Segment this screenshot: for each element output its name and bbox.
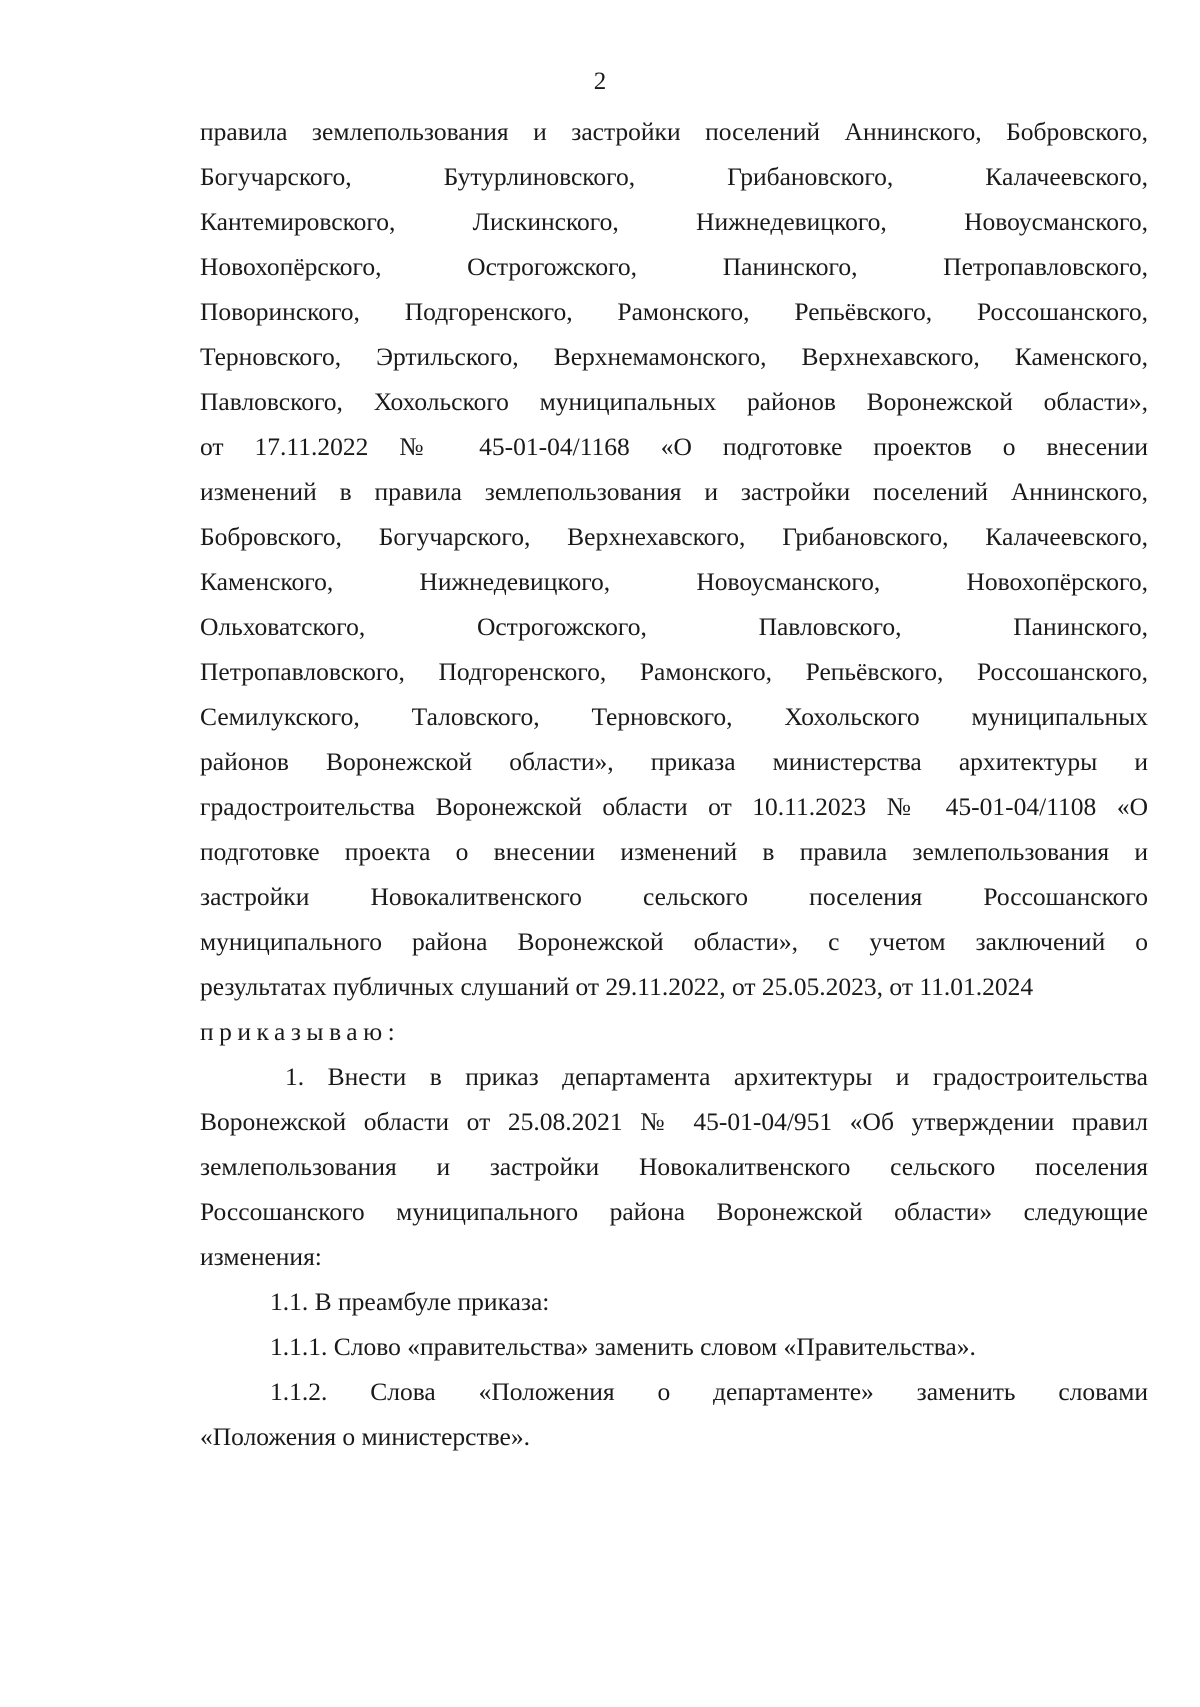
text-line: результатах публичных слушаний от 29.11.2022, от 25.05.2023, от 11.01.2024 (200, 972, 1034, 1001)
text-line: Богучарского, Бутурлиновского, Грибановского, Калачеевского, (200, 162, 1148, 191)
text-line: изменений в правила землепользования и застройки поселений Аннинского, (200, 477, 1148, 506)
text-line: Каменского, Нижнедевицкого, Новоусманского, Новохопёрского, (200, 567, 1148, 596)
text-line: землепользования и застройки Новокалитвенского сельского поселения (200, 1152, 1148, 1181)
text-line: Терновского, Эртильского, Верхнемамонского, Верхнехавского, Каменского, (200, 342, 1148, 371)
item-1-1-2-line: 1.1.2. Слова «Положения о департаменте» заменить словами (270, 1377, 1148, 1406)
text-line: Кантемировского, Лискинского, Нижнедевицкого, Новоусманского, (200, 207, 1148, 236)
text-line: Воронежской области от 25.08.2021 № 45-01-04/951 «Об утверждении правил (200, 1107, 1148, 1136)
page-number: 2 (593, 68, 607, 95)
text-line: Новохопёрского, Острогожского, Панинского, Петропавловского, (200, 252, 1148, 281)
text-line: «Положения о министерстве». (200, 1422, 530, 1451)
text-line: правила землепользования и застройки поселений Аннинского, Бобровского, (200, 117, 1148, 146)
text-line: застройки Новокалитвенского сельского поселения Россошанского (200, 882, 1148, 911)
text-line: от 17.11.2022 № 45-01-04/1168 «О подготовке проектов о внесении (200, 432, 1148, 461)
text-line: Ольховатского, Острогожского, Павловского, Панинского, (200, 612, 1148, 641)
text-line: муниципального района Воронежской области», с учетом заключений о (200, 927, 1148, 956)
text-line: Поворинского, Подгоренского, Рамонского, Репьёвского, Россошанского, (200, 297, 1148, 326)
text-line: Бобровского, Богучарского, Верхнехавского, Грибановского, Калачеевского, (200, 522, 1148, 551)
text-line: Петропавловского, Подгоренского, Рамонского, Репьёвского, Россошанского, (200, 657, 1148, 686)
item-1-1-line: 1.1. В преамбуле приказа: (270, 1287, 550, 1316)
text-line: Россошанского муниципального района Воронежской области» следующие (200, 1197, 1148, 1226)
text-line: Семилукского, Таловского, Терновского, Хохольского муниципальных (200, 702, 1148, 731)
prikazyvayu-line: приказываю: (200, 1017, 401, 1046)
text-line: подготовке проекта о внесении изменений в правила землепользования и (200, 837, 1148, 866)
text-line: изменения: (200, 1242, 322, 1271)
text-line: районов Воронежской области», приказа министерства архитектуры и (200, 747, 1148, 776)
item-1-1-1-line: 1.1.1. Слово «правительства» заменить словом «Правительства». (270, 1332, 976, 1361)
text-line: Павловского, Хохольского муниципальных районов Воронежской области», (200, 387, 1148, 416)
text-line: градостроительства Воронежской области от 10.11.2023 № 45-01-04/1108 «О (200, 792, 1148, 821)
item-1-line: 1. Внести в приказ департамента архитектуры и градостроительства (285, 1062, 1148, 1091)
